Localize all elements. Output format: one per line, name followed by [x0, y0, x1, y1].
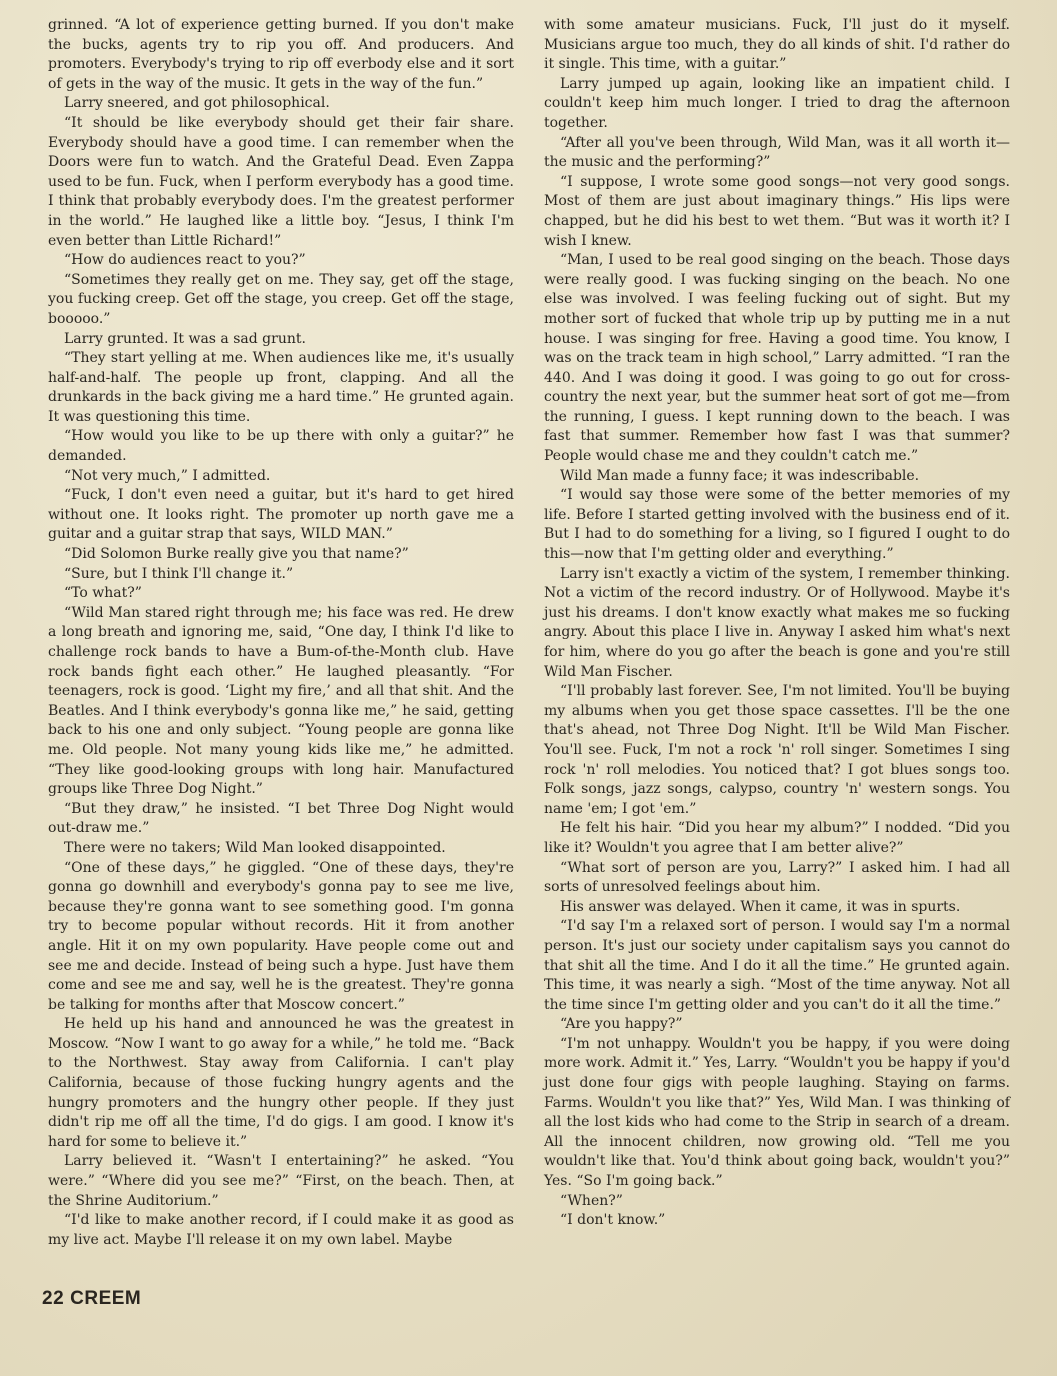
paragraph: “I'd like to make another record, if I could make it as good as my live act. Maybe I'll release it on my own label. Maybe — [48, 1212, 514, 1248]
right-column — [544, 16, 1010, 1231]
paragraph: Larry grunted. It was a sad grunt. — [64, 330, 306, 347]
paragraph: “To what?” — [64, 585, 142, 602]
paragraph: “Not very much,” I admitted. — [64, 467, 271, 484]
paragraph: “I suppose, I wrote some good songs—not very good songs. Most of them are just about imaginary things.” His lips were chapped, but he did his best to wet them. “But was it worth it? I wish I knew. — [544, 173, 1010, 249]
magazine-name: CREEM — [70, 1288, 142, 1309]
paragraph: “It should be like everybody should get their fair share. Everybody should have a good time. I can remember when the Doors were fun to watch. And the Grateful Dead. Even Zappa used to be fun. Fuck, when I perform everybody has a good time. I think that probably everybody does. I'm the greatest performer in the world.” He laughed like a little boy. “Jesus, I think I'm even better than Little Richard!” — [48, 114, 514, 249]
paragraph: His answer was delayed. When it came, it was in spurts. — [560, 898, 961, 915]
paragraph: “One of these days,” he giggled. “One of these days, they're gonna go downhill and everybody's gonna pay to see me live, because they're gonna want to see something good. I'm gonna try to become popular without records. Hit it from another angle. Hit it on my own popularity. Have people come out and see me and decide. Instead of being such a hype. Just have them come and see me and say, well he is the greatest. They're gonna be talking for months after that Moscow concert.” — [48, 859, 514, 1013]
page-number: 22 — [42, 1288, 65, 1309]
paragraph: “When?” — [560, 1192, 623, 1209]
paragraph: Larry sneered, and got philosophical. — [64, 95, 330, 112]
paragraph: “Wild Man stared right through me; his face was red. He drew a long breath and ignoring me, said, “One day, I think I'd like to challenge rock bands to have a Bum-of-the-Month club. Have rock bands fight each other.” He laughed pleasantly. “For teenagers, rock is good. ‘Light my fire,’ and all that shit. And the Beatles. And I think everybody's gonna like me,” he said, getting back to his one and only subject. “Young people are gonna like me. Old people. Not many young kids like me,” he admitted. “They like good-looking groups with long hair. Manufactured groups like Three Dog Night.” — [48, 604, 514, 798]
paragraph: “How do audiences react to you?” — [64, 252, 306, 269]
paragraph: “But they draw,” he insisted. “I bet Three Dog Night would out-draw me.” — [48, 800, 514, 837]
paragraph: “I don't know.” — [560, 1212, 666, 1229]
paragraph: “Sometimes they really get on me. They say, get off the stage, you fucking creep. Get off the stage, you creep. Get off the stage, booooo.” — [48, 271, 514, 327]
paragraph: Larry jumped up again, looking like an impatient child. I couldn't keep him much longer. I tried to drag the afternoon together. — [544, 75, 1010, 131]
paragraph: “After all you've been through, Wild Man, was it all worth it—the music and the performing?” — [544, 134, 1010, 171]
paragraph: “They start yelling at me. When audiences like me, it's usually half-and-half. The people up front, clapping. And all the drunkards in the back giving me a hard time.” He grunted again. It was questioning this time. — [48, 350, 514, 425]
paragraph: “Did Solomon Burke really give you that name?” — [64, 546, 409, 563]
paragraph: “How would you like to be up there with only a guitar?” he demanded. — [48, 428, 514, 465]
paragraph: “Man, I used to be real good singing on the beach. Those days were really good. I was fucking singing on the beach. No one else was involved. I was feeling fucking out of sight. But my mother sort of fucked that whole trip up by putting me in a nut house. I was singing for free. Having a good time. You know, I was on the track team in high school,” Larry admitted. “I ran the 440. And I was doing it good. I was going to go out for cross-country the next year, but the summer heat sort of got me—from the running, I guess. I kept running down to the beach. I was fast that summer. Remember how fast I was that summer? People would chase me and they couldn't catch me.” — [544, 252, 1010, 465]
paragraph: “What sort of person are you, Larry?” I asked him. I had all sorts of unresolved feelings about him. — [544, 859, 1010, 896]
paragraph: He held up his hand and announced he was the greatest in Moscow. “Now I want to go away for a while,” he told me. “Back to the Northwest. Stay away from California. I can't play California, because of those fucking hungry agents and the hungry promoters and the hungry other people. If they just didn't rip me off all the time, I'd do gigs. I am good. I know it's hard for some to believe it.” — [48, 1016, 514, 1150]
paragraph: “I would say those were some of the better memories of my life. Before I started getting involved with the business end of it. But I had to do something for a living, so I figured I ought to do this—now that I'm getting older and everything.” — [544, 487, 1010, 563]
paragraph: Larry believed it. “Wasn't I entertaining?” he asked. “You were.” “Where did you see me?” “First, on the beach. Then, at the Shrine Auditorium.” — [48, 1153, 514, 1209]
paragraph: “Fuck, I don't even need a guitar, but it's hard to get hired without one. It looks right. The promoter up north gave me a guitar and a guitar strap that says, WILD MAN.” — [48, 487, 514, 543]
page-folio — [42, 1288, 141, 1310]
paragraph: “I'll probably last forever. See, I'm not limited. You'll be buying my albums when you get those space cassettes. I'll be the one that's ahead, not Three Dog Night. It'll be Wild Man Fischer. You'll see. Fuck, I'm not a rock 'n' roll singer. Sometimes I sing rock 'n' roll melodies. You noticed that? I got blues songs too. Folk songs, jazz songs, calypso, country 'n' western songs. You name 'em; I got 'em.” — [544, 683, 1010, 817]
paragraph: with some amateur musicians. Fuck, I'll just do it myself. Musicians argue too much, they do all kinds of shit. I'd rather do it single. This time, with a guitar.” — [544, 17, 1010, 73]
paragraph: “I'd say I'm a relaxed sort of person. I would say I'm a normal person. It's just our society under capitalism says you cannot do that shit all the time. And I do it all the time.” He grunted again. This time, it was nearly a sigh. “Most of the time anyway. Not all the time since I'm getting older and you can't do it all the time.” — [544, 918, 1010, 1013]
paragraph: There were no takers; Wild Man looked disappointed. — [64, 839, 446, 856]
paragraph: Wild Man made a funny face; it was indescribable. — [560, 467, 920, 484]
paragraph: He felt his hair. “Did you hear my album?” I nodded. “Did you like it? Wouldn't you agree that I am better alive?” — [544, 820, 1010, 856]
paragraph: “Sure, but I think I'll change it.” — [64, 565, 294, 582]
paragraph: grinned. “A lot of experience getting burned. If you don't make the bucks, agents try to rip you off. And producers. And promoters. Everybody's trying to rip off everbody else and it sort of gets in the way of the music. It gets in the way of the fun.” — [48, 17, 514, 92]
left-column — [48, 16, 514, 1250]
paragraph: Larry isn't exactly a victim of the system, I remember thinking. Not a victim of the record industry. Or of Hollywood. Maybe it's just his dreams. I don't know exactly what makes me so fucking angry. About this place I live in. Anyway I asked him what's next for him, where do you go after the beach is gone and you're still Wild Man Fischer. — [544, 565, 1010, 680]
paragraph: “I'm not unhappy. Wouldn't you be happy, if you were doing more work. Admit it.” Yes, Larry. “Wouldn't you be happy if you'd just done four gigs with people laughing. Staying on farms. Farms. Wouldn't you like that?” Yes, Wild Man. I was thinking of all the lost kids who had come to the Strip in search of a dream. All the innocent children, now growing old. “Tell me you wouldn't like that. You'd think about going back, wouldn't you?” Yes. “So I'm going back.” — [544, 1035, 1010, 1190]
paragraph: “Are you happy?” — [560, 1016, 683, 1033]
